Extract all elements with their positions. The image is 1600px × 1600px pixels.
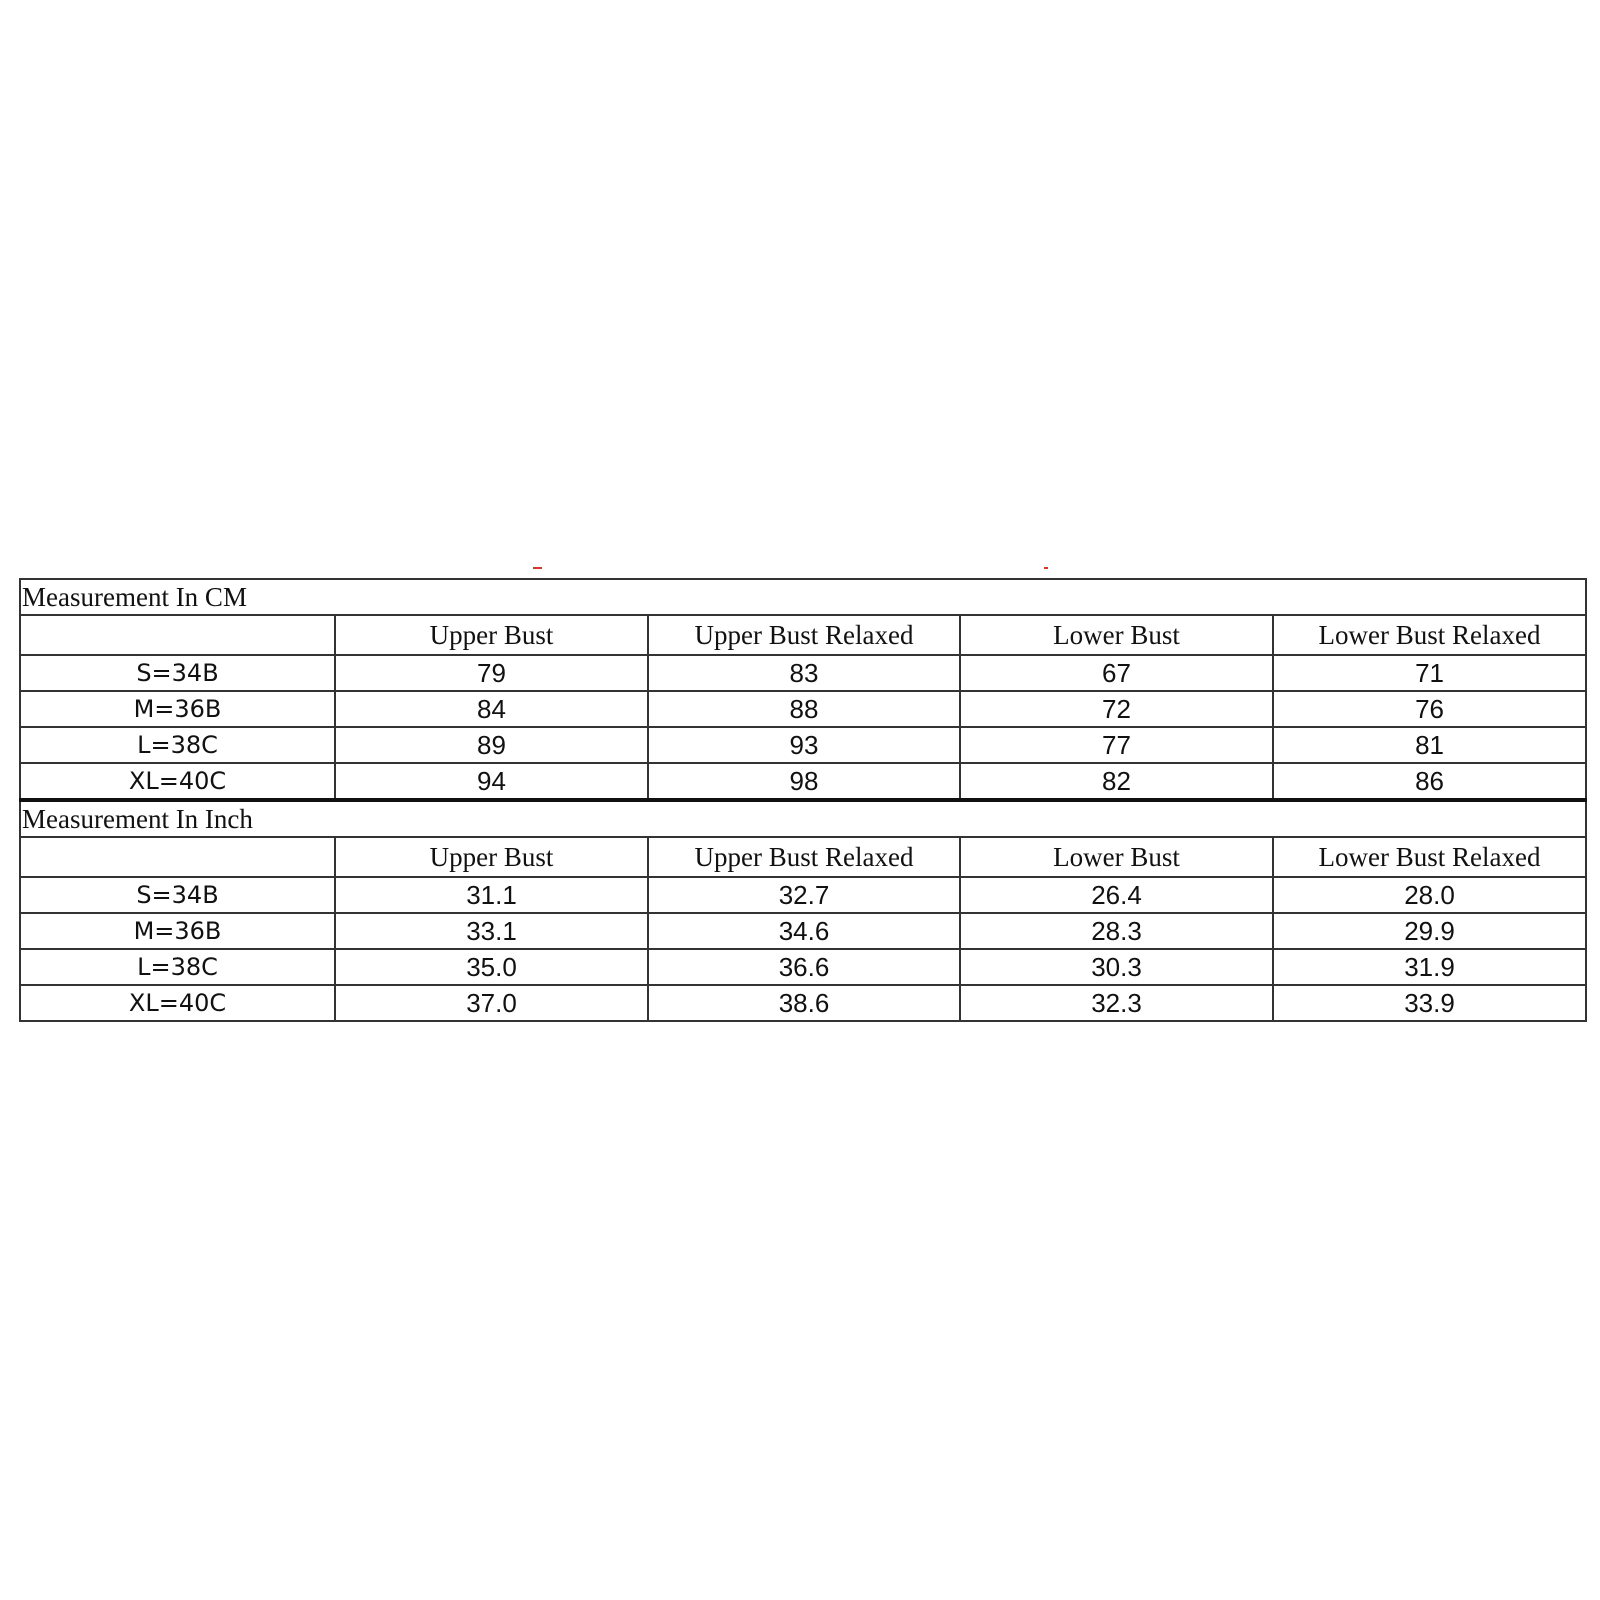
header-row bbox=[20, 615, 1586, 655]
column-header: Lower Bust bbox=[960, 837, 1273, 877]
size-chart-table bbox=[19, 578, 1587, 1022]
column-header: Lower Bust Relaxed bbox=[1273, 615, 1586, 655]
value-cell: 77 bbox=[960, 727, 1273, 763]
column-header: Upper Bust Relaxed bbox=[648, 615, 960, 655]
value-cell: 94 bbox=[335, 763, 648, 800]
value-cell: 28.3 bbox=[960, 913, 1273, 949]
value-cell: 26.4 bbox=[960, 877, 1273, 913]
section-title-row bbox=[20, 800, 1586, 837]
section-title: Measurement In Inch bbox=[20, 800, 1586, 837]
value-cell: 88 bbox=[648, 691, 960, 727]
value-cell: 86 bbox=[1273, 763, 1586, 800]
value-cell: 79 bbox=[335, 655, 648, 691]
value-cell: 93 bbox=[648, 727, 960, 763]
value-cell: 29.9 bbox=[1273, 913, 1586, 949]
value-cell: 38.6 bbox=[648, 985, 960, 1021]
column-header: Upper Bust bbox=[335, 615, 648, 655]
column-header: Upper Bust bbox=[335, 837, 648, 877]
value-cell: 34.6 bbox=[648, 913, 960, 949]
value-cell: 81 bbox=[1273, 727, 1586, 763]
size-label: M=36B bbox=[20, 691, 335, 727]
value-cell: 31.1 bbox=[335, 877, 648, 913]
value-cell: 67 bbox=[960, 655, 1273, 691]
size-label: XL=40C bbox=[20, 763, 335, 800]
size-label: S=34B bbox=[20, 655, 335, 691]
red-mark bbox=[1044, 567, 1048, 569]
column-header: Lower Bust bbox=[960, 615, 1273, 655]
table-row bbox=[20, 949, 1586, 985]
value-cell: 30.3 bbox=[960, 949, 1273, 985]
size-label: M=36B bbox=[20, 913, 335, 949]
value-cell: 83 bbox=[648, 655, 960, 691]
header-row bbox=[20, 837, 1586, 877]
table-row bbox=[20, 691, 1586, 727]
header-empty-cell bbox=[20, 837, 335, 877]
value-cell: 76 bbox=[1273, 691, 1586, 727]
value-cell: 35.0 bbox=[335, 949, 648, 985]
table-row bbox=[20, 913, 1586, 949]
table-row bbox=[20, 877, 1586, 913]
size-label: L=38C bbox=[20, 727, 335, 763]
value-cell: 89 bbox=[335, 727, 648, 763]
table-row bbox=[20, 655, 1586, 691]
value-cell: 71 bbox=[1273, 655, 1586, 691]
size-label: XL=40C bbox=[20, 985, 335, 1021]
red-mark bbox=[533, 567, 542, 569]
column-header: Upper Bust Relaxed bbox=[648, 837, 960, 877]
table-row bbox=[20, 727, 1586, 763]
value-cell: 31.9 bbox=[1273, 949, 1586, 985]
value-cell: 37.0 bbox=[335, 985, 648, 1021]
section-title: Measurement In CM bbox=[20, 579, 1586, 615]
value-cell: 28.0 bbox=[1273, 877, 1586, 913]
table-row bbox=[20, 763, 1586, 800]
column-header: Lower Bust Relaxed bbox=[1273, 837, 1586, 877]
size-label: L=38C bbox=[20, 949, 335, 985]
value-cell: 33.9 bbox=[1273, 985, 1586, 1021]
size-label: S=34B bbox=[20, 877, 335, 913]
value-cell: 36.6 bbox=[648, 949, 960, 985]
section-title-row bbox=[20, 579, 1586, 615]
value-cell: 32.3 bbox=[960, 985, 1273, 1021]
value-cell: 82 bbox=[960, 763, 1273, 800]
value-cell: 72 bbox=[960, 691, 1273, 727]
value-cell: 33.1 bbox=[335, 913, 648, 949]
value-cell: 32.7 bbox=[648, 877, 960, 913]
value-cell: 84 bbox=[335, 691, 648, 727]
header-empty-cell bbox=[20, 615, 335, 655]
value-cell: 98 bbox=[648, 763, 960, 800]
table-row bbox=[20, 985, 1586, 1021]
